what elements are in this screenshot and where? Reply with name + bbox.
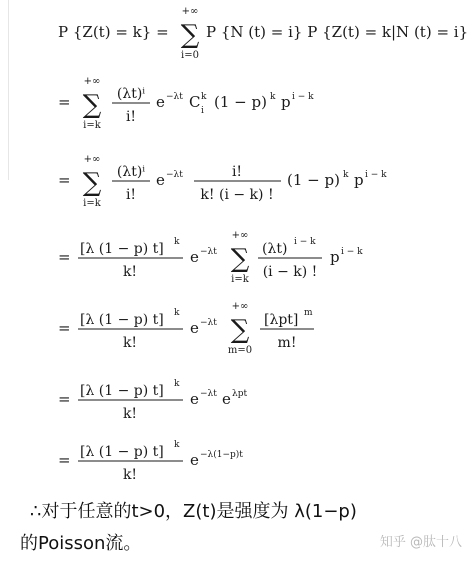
line7-exp-sup: −λ(1−p)t: [200, 450, 243, 460]
line5-exp: e: [190, 319, 199, 337]
line4-frac1-num: [λ (1 − p) t]: [80, 241, 164, 257]
line1-sum-lower: i=0: [181, 50, 199, 61]
line1-lhs: P {Z(t) = k} =: [58, 23, 169, 41]
line6-exp-sup: −λt: [200, 389, 217, 399]
line6-frac1-den: k!: [122, 406, 138, 422]
line3-p-sup: i − k: [365, 170, 387, 180]
line4-p: p: [330, 248, 340, 266]
line2-frac-den: i!: [125, 109, 137, 125]
line2-comb-sub: i: [201, 106, 204, 116]
line1-sigma: ∑: [180, 20, 200, 50]
conclusion-line-1: ∴对于任意的t>0，Z(t)是强度为 λ(1−p): [30, 501, 357, 522]
line2-comb-c: C: [189, 93, 201, 111]
line6-exp2-sup: λpt: [232, 389, 248, 399]
line3-eq: =: [58, 171, 71, 189]
line-3: [58, 154, 387, 209]
line2-eq: =: [58, 93, 71, 111]
line4-sum-lower: i=k: [231, 274, 249, 285]
line1-rhs: P {N (t) = i} P {Z(t) = k|N (t) = i}: [206, 23, 469, 41]
line-7: [58, 440, 243, 483]
line3-frac1-num: (λt)ⁱ: [116, 164, 146, 180]
line5-frac1-num: [λ (1 − p) t]: [80, 312, 164, 328]
line5-frac1-den: k!: [122, 335, 138, 351]
line6-frac1-num-sup: k: [174, 379, 180, 389]
line4-exp-sup: −λt: [200, 247, 217, 257]
line7-eq: =: [58, 451, 71, 469]
line3-tail-sup: k: [343, 170, 349, 180]
line3-p: p: [354, 171, 364, 189]
line5-sigma: ∑: [230, 315, 250, 345]
line-4: [58, 230, 363, 285]
line3-sum-lower: i=k: [83, 198, 101, 209]
line6-exp: e: [190, 390, 199, 408]
line5-exp-sup: −λt: [200, 318, 217, 328]
line7-frac1-num: [λ (1 − p) t]: [80, 444, 164, 460]
line4-frac2-num-sup: i − k: [294, 237, 316, 247]
line3-exp-sup: −λt: [166, 170, 183, 180]
line4-exp: e: [190, 248, 199, 266]
line2-sum-lower: i=k: [83, 120, 101, 131]
line7-frac1-num-sup: k: [174, 440, 180, 450]
line6-eq: =: [58, 390, 71, 408]
line3-frac1-den: i!: [125, 187, 137, 203]
line7-exp: e: [190, 451, 199, 469]
line2-tail: (1 − p): [214, 93, 267, 111]
line2-exp: e: [156, 93, 165, 111]
line2-sigma: ∑: [82, 90, 102, 120]
line4-sum-upper: +∞: [231, 230, 249, 241]
line7-frac1-den: k!: [122, 467, 138, 483]
line3-tail: (1 − p): [287, 171, 340, 189]
line4-eq: =: [58, 248, 71, 266]
line4-frac2-num: (λt): [262, 241, 288, 257]
line2-tail-sup: k: [270, 92, 276, 102]
line4-frac1-den: k!: [122, 264, 138, 280]
line5-frac2-den: m!: [277, 335, 297, 351]
line3-exp: e: [156, 171, 165, 189]
line2-exp-sup: −λt: [166, 92, 183, 102]
line5-sum-upper: +∞: [231, 301, 249, 312]
line2-frac-num: (λt)ⁱ: [116, 86, 146, 102]
line2-p: p: [281, 93, 291, 111]
line6-frac1-num: [λ (1 − p) t]: [80, 383, 164, 399]
watermark: 知乎 @肽十八: [379, 535, 462, 550]
line5-sum-lower: m=0: [227, 345, 253, 356]
line1-sum-upper: +∞: [181, 6, 199, 17]
line-1: [58, 6, 468, 61]
line4-sigma: ∑: [230, 244, 250, 274]
line2-sum-upper: +∞: [83, 76, 101, 87]
line-6: [58, 379, 247, 422]
line4-frac2-den: (i − k) !: [262, 264, 318, 280]
line5-frac2-num: [λpt]: [264, 312, 299, 328]
line3-frac2-num: i!: [231, 164, 243, 180]
line6-exp2: e: [222, 390, 231, 408]
line3-sigma: ∑: [82, 168, 102, 198]
line5-eq: =: [58, 319, 71, 337]
conclusion-line-2: 的Poisson流。: [20, 533, 142, 554]
line2-p-sup: i − k: [292, 92, 314, 102]
line4-frac1-num-sup: k: [174, 237, 180, 247]
line5-frac2-num-sup: m: [304, 308, 313, 318]
conclusion-text: [20, 496, 460, 560]
line3-frac2-den: k! (i − k) !: [200, 187, 274, 203]
line4-p-sup: i − k: [341, 247, 363, 257]
line-2: [58, 76, 314, 131]
line-5: [58, 301, 314, 356]
line5-frac1-num-sup: k: [174, 308, 180, 318]
line3-sum-upper: +∞: [83, 154, 101, 165]
line2-comb-sup: k: [201, 92, 207, 102]
